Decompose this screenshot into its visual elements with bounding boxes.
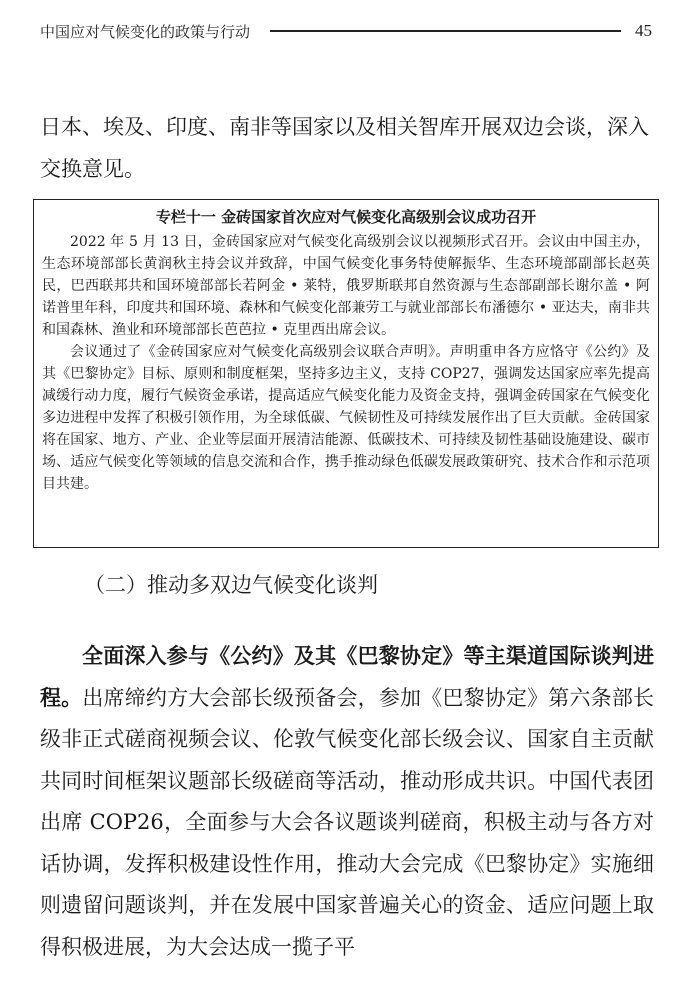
box-title: 专栏十一 金砖国家首次应对气候变化高级别会议成功召开 bbox=[155, 208, 537, 226]
lead-sentence: 全面深入参与《公约》及其《巴黎协定》等主渠道国际谈判进程。 bbox=[40, 644, 654, 710]
box-paragraph-2: 会议通过了《金砖国家应对气候变化高级别会议联合声明》。声明重申各方应恪守《公约》及其《巴黎协定》目标、原则和制度框架，坚持多边主义，支持 COP27，强调发达国家应率先提高减缓行动力度，履行气候资金承诺，提高适应气候变化能力及资金支持，强调金砖国家在气候变化多边进程中发挥了积极引领作用，为全球低碳、气候韧性及可持续发展作出了巨大贡献。金砖国家将在国家、地方、产业、企业等层面开展清洁能源、低碳技术、可持续及韧性基础设施建设、碳市场、适应气候变化等领域的信息交流和合作，携手推动绿色低碳发展政策研究、技术合作和示范项目共建。 bbox=[42, 344, 650, 492]
section-heading: （二）推动多双边气候变化谈判 bbox=[84, 573, 378, 597]
header-rule bbox=[270, 30, 621, 32]
box-paragraph-1: 2022 年 5 月 13 日，金砖国家应对气候变化高级别会议以视频形式召开。会议由中国主办，生态环境部部长黄润秋主持会议并致辞，中国气候变化事务特使解振华、生态环境部副部长赵英民，巴西联邦共和国环境部部长若阿金 • 莱特，俄罗斯联邦自然资源与生态部副部长谢尔盖 • 阿诺普里年科，印度共和国环境、森林和气候变化部兼劳工与就业部部长布潘德尔 • 亚达夫，南非共和国森林、渔业和环境部部长芭芭拉 • 克里西出席会议。 bbox=[42, 234, 650, 338]
sidebar-box bbox=[33, 199, 659, 548]
continuation-paragraph: 日本、埃及、印度、南非等国家以及相关智库开展双边会谈，深入交换意见。 bbox=[40, 115, 649, 181]
running-header-title: 中国应对气候变化的政策与行动 bbox=[40, 22, 251, 41]
section-body-text: 出席缔约方大会部长级预备会，参加《巴黎协定》第六条部长级非正式磋商视频会议、伦敦气候变化部长级会议、国家自主贡献共同时间框架议题部长级磋商等活动，推动形成共识。中国代表团出席 COP26，全面参与大会各议题谈判磋商，积极主动与各方对话协调，发挥积极建设性作用，推动大会完成《巴黎协定》实施细则遗留问题谈判，并在发展中国家普遍关心的资金、适应问题上取得积极进展，为大会达成一揽子平 bbox=[40, 685, 654, 959]
section-paragraph bbox=[40, 636, 654, 968]
page-header bbox=[40, 16, 652, 46]
page-number: 45 bbox=[635, 21, 652, 40]
